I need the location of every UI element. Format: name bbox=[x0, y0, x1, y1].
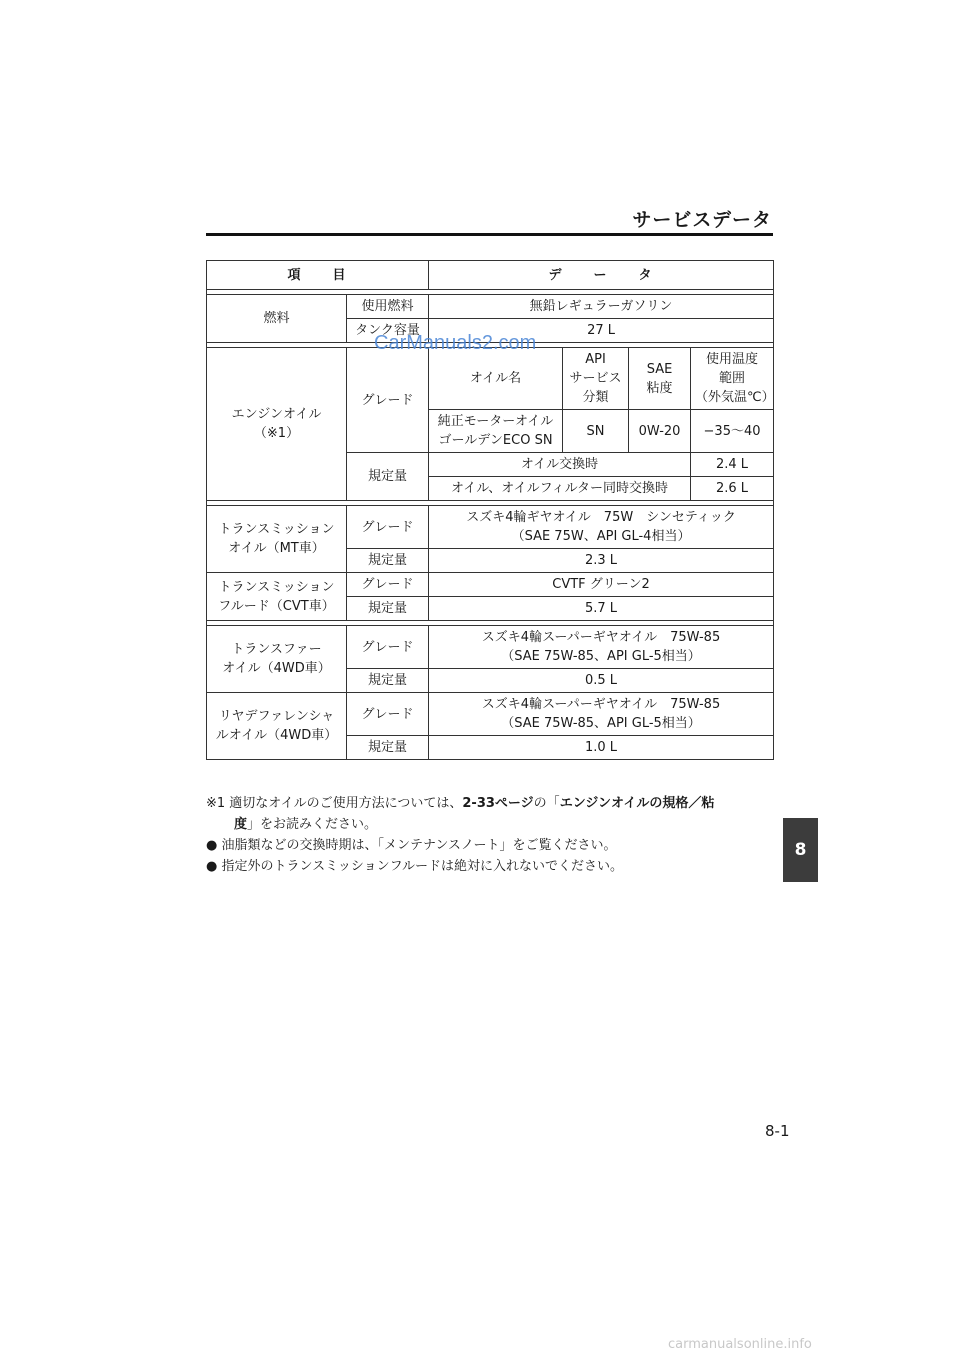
cvt-grade-value: CVTF グリーン2 bbox=[429, 573, 774, 597]
note-1-section-ref-cont: 度 bbox=[234, 817, 248, 832]
col-temp: 使用温度 範囲 （外気温℃） bbox=[691, 348, 774, 410]
rear-amount-value: 1.0 L bbox=[429, 736, 774, 760]
engine-api: SN bbox=[563, 410, 629, 453]
engine-filter-label: オイル、オイルフィルター同時交換時 bbox=[429, 477, 691, 501]
note-1-cont bbox=[206, 814, 776, 835]
engine-oil-label: エンジンオイル （※1） bbox=[207, 348, 347, 501]
col-sae: SAE 粘度 bbox=[629, 348, 691, 410]
note-1-page-ref: 2-33ページ bbox=[462, 796, 534, 811]
rear-grade-label: グレード bbox=[347, 693, 429, 736]
header-item: 項 目 bbox=[207, 261, 429, 290]
mt-label: トランスミッション オイル（MT車） bbox=[207, 506, 347, 573]
rear-label: リヤデファレンシャ ルオイル（4WD車） bbox=[207, 693, 347, 760]
engine-filter-value: 2.6 L bbox=[691, 477, 774, 501]
chapter-tab: 8 bbox=[783, 818, 818, 882]
header-data: デ ー タ bbox=[429, 261, 774, 290]
transfer-amount-label: 規定量 bbox=[347, 669, 429, 693]
notes bbox=[206, 793, 776, 877]
note-1 bbox=[206, 793, 776, 814]
col-api: API サービス 分類 bbox=[563, 348, 629, 410]
engine-change-label: オイル交換時 bbox=[429, 453, 691, 477]
table-row bbox=[207, 626, 774, 669]
engine-grade-label: グレード bbox=[347, 348, 429, 453]
transfer-grade-label: グレード bbox=[347, 626, 429, 669]
fuel-used-value: 無鉛レギュラーガソリン bbox=[429, 295, 774, 319]
fuel-tank-label: タンク容量 bbox=[347, 319, 429, 343]
mt-amount-value: 2.3 L bbox=[429, 549, 774, 573]
fuel-label: 燃料 bbox=[207, 295, 347, 343]
cvt-grade-label: グレード bbox=[347, 573, 429, 597]
rear-grade-value: スズキ4輪スーパーギヤオイル 75W-85 （SAE 75W-85、API GL-5相当） bbox=[429, 693, 774, 736]
mt-amount-label: 規定量 bbox=[347, 549, 429, 573]
engine-sae: 0W-20 bbox=[629, 410, 691, 453]
table-header-row bbox=[207, 261, 774, 290]
fuel-used-label: 使用燃料 bbox=[347, 295, 429, 319]
engine-oil-name: 純正モーターオイル ゴールデンECO SN bbox=[429, 410, 563, 453]
note-1-section-ref: エンジンオイルの規格／粘 bbox=[559, 796, 715, 811]
cvt-label: トランスミッション フルード（CVT車） bbox=[207, 573, 347, 621]
col-oil-name: オイル名 bbox=[429, 348, 563, 410]
footer-watermark: carmanualsonline.info bbox=[668, 1337, 812, 1352]
note-1-suffix: 」をお読みください。 bbox=[247, 817, 378, 832]
transfer-amount-value: 0.5 L bbox=[429, 669, 774, 693]
watermark: CarManuals2.com bbox=[374, 332, 537, 354]
cvt-amount-value: 5.7 L bbox=[429, 597, 774, 621]
cvt-amount-label: 規定量 bbox=[347, 597, 429, 621]
note-3: ● 指定外のトランスミッションフルードは絶対に入れないでください。 bbox=[206, 859, 624, 874]
header-rule bbox=[206, 233, 773, 236]
rear-amount-label: 規定量 bbox=[347, 736, 429, 760]
note-2: ● 油脂類などの交換時期は、「メンテナンスノート」をご覧ください。 bbox=[206, 838, 617, 853]
section-title: サービスデータ bbox=[632, 209, 772, 231]
mt-grade-label: グレード bbox=[347, 506, 429, 549]
mt-grade-value: スズキ4輪ギヤオイル 75W シンセティック （SAE 75W、API GL-4相当） bbox=[429, 506, 774, 549]
note-1-mid: の「 bbox=[533, 796, 560, 811]
table-row bbox=[207, 693, 774, 736]
page-number: 8-1 bbox=[765, 1122, 790, 1140]
table-row bbox=[207, 295, 774, 319]
engine-amount-label: 規定量 bbox=[347, 453, 429, 501]
table-row bbox=[207, 573, 774, 597]
engine-change-value: 2.4 L bbox=[691, 453, 774, 477]
table-row bbox=[207, 348, 774, 410]
engine-temp: −35〜40 bbox=[691, 410, 774, 453]
fuel-tank-value: 27 L bbox=[429, 319, 774, 343]
table-row bbox=[207, 506, 774, 549]
transfer-grade-value: スズキ4輪スーパーギヤオイル 75W-85 （SAE 75W-85、API GL-5相当） bbox=[429, 626, 774, 669]
transfer-label: トランスファー オイル（4WD車） bbox=[207, 626, 347, 693]
note-1-prefix: ※1 適切なオイルのご使用方法については、 bbox=[206, 796, 463, 811]
